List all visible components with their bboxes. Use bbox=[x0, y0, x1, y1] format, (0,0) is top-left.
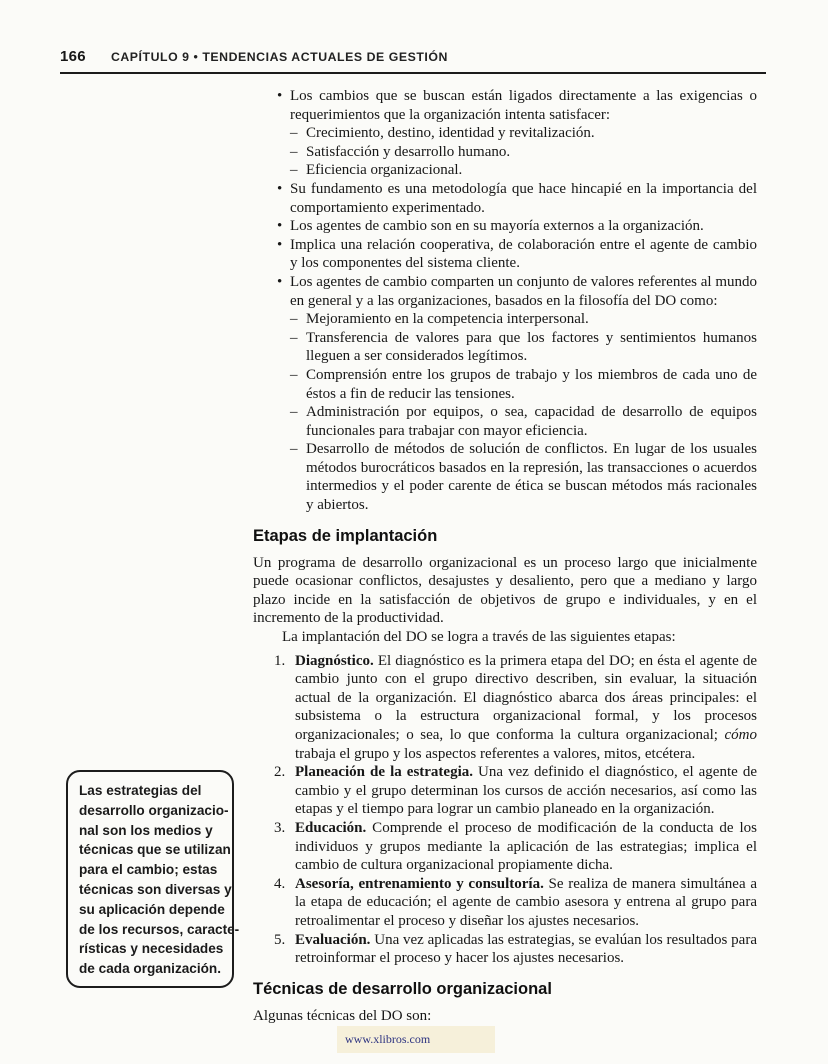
sub-bullet-item bbox=[290, 310, 757, 329]
footer-url: www.xlibros.com bbox=[345, 1032, 431, 1046]
stage-run: trabaja el grupo y los aspectos referentes a valores, mitos, etcétera. bbox=[295, 745, 696, 762]
sub-bullet-text: Administración por equipos, o sea, capacidad de desarrollo de equipos funcionales para trabajar con mayor eficiencia. bbox=[306, 404, 757, 439]
stage-lead-in: Educación. bbox=[295, 819, 367, 836]
bullet-text: Los agentes de cambio comparten un conjunto de valores referentes al mundo en general y a las organizaciones, basados en la filosofía del DO como: bbox=[290, 273, 757, 309]
bullet-marker: • bbox=[277, 236, 283, 253]
dash-marker: – bbox=[290, 329, 298, 346]
stage-run: cómo bbox=[724, 727, 757, 743]
stage-text bbox=[295, 932, 757, 967]
dash-marker: – bbox=[290, 441, 298, 458]
stage-number: 4. bbox=[274, 875, 286, 892]
dash-marker: – bbox=[290, 143, 298, 160]
sub-bullet-item bbox=[290, 329, 757, 366]
stage-text bbox=[295, 876, 757, 929]
stage-text bbox=[295, 820, 757, 873]
bullet-text: Implica una relación cooperativa, de colaboración entre el agente de cambio y los componentes del sistema cliente. bbox=[290, 236, 757, 272]
main-text-column bbox=[253, 87, 757, 1025]
sub-bullet-text: Mejoramiento en la competencia interpersonal. bbox=[306, 311, 589, 328]
margin-note-line: técnicas que se utilizan bbox=[79, 842, 231, 858]
bullet-item bbox=[253, 217, 757, 236]
margin-note-line: Las estrategias del bbox=[79, 783, 202, 798]
bullet-marker: • bbox=[277, 218, 283, 235]
paragraph-tecnicas-lead-in: Algunas técnicas del DO son: bbox=[253, 1007, 432, 1024]
stage-number: 5. bbox=[274, 931, 286, 948]
stage-item bbox=[253, 931, 757, 968]
dash-marker: – bbox=[290, 366, 298, 383]
margin-note-line: su aplicación depende bbox=[79, 901, 225, 917]
stage-run: El diagnóstico es la primera etapa del DO; en ésta el agente de cambio junto con el grupo directivo describen, sin evaluar, la situación actual de la organización. El diagnóstico abarca dos áreas principales: el subsistema o la estructura organizacional formal, y los procesos organizacionales; o sea, lo que conforma la cultura organizacional; bbox=[295, 652, 757, 743]
page-number: 166 bbox=[60, 48, 86, 65]
margin-note-line: para el cambio; estas bbox=[79, 862, 218, 878]
sub-bullet-item bbox=[290, 440, 757, 514]
margin-note-line: rísticas y necesidades bbox=[79, 941, 224, 957]
dash-marker: – bbox=[290, 404, 298, 421]
stage-item bbox=[253, 875, 757, 931]
page-header bbox=[60, 48, 766, 74]
bullet-text: Su fundamento es una metodología que hace hincapié en la importancia del comportamiento experimentado. bbox=[290, 180, 757, 216]
paragraph-etapas-intro: Un programa de desarrollo organizacional es un proceso largo que inicialmente puede ocasionar conflictos, desajustes y desaliento, pero que a mediano y largo plazo incide en la satisfacción de objetivos de grupo e individuales, y en el incremento de la productividad. bbox=[253, 554, 757, 627]
margin-note-line: nal son los medios y bbox=[79, 822, 213, 838]
section-heading-tecnicas: Técnicas de desarrollo organizacional bbox=[253, 979, 552, 998]
margin-note-line: de los recursos, caracte- bbox=[79, 921, 240, 937]
stage-text bbox=[295, 764, 757, 817]
section-heading-etapas: Etapas de implantación bbox=[253, 526, 438, 545]
bullet-item bbox=[253, 180, 757, 217]
bullet-item bbox=[253, 236, 757, 273]
dash-marker: – bbox=[290, 162, 298, 179]
stage-lead-in: Diagnóstico. bbox=[295, 652, 374, 669]
stage-item bbox=[253, 819, 757, 875]
sub-bullet-text: Satisfacción y desarrollo humano. bbox=[306, 143, 511, 160]
margin-note-box bbox=[66, 770, 240, 988]
margin-note-line: de cada organización. bbox=[79, 961, 222, 977]
bullet-marker: • bbox=[277, 273, 283, 290]
stage-number: 3. bbox=[274, 819, 286, 836]
bullet-marker: • bbox=[277, 88, 283, 104]
bullet-text: Los cambios que se buscan están ligados directamente a las exigencias o requerimientos que la organización intenta satisfacer: bbox=[290, 88, 757, 123]
chapter-title: CAPÍTULO 9 • TENDENCIAS ACTUALES DE GESTIÓN bbox=[110, 50, 448, 64]
bullet-text: Los agentes de cambio son en su mayoría externos a la organización. bbox=[290, 218, 704, 235]
sub-bullet-item bbox=[290, 124, 757, 143]
sub-bullet-item bbox=[290, 366, 757, 403]
sub-bullet-text: Desarrollo de métodos de solución de conflictos. En lugar de los usuales métodos burocráticos basados en la represión, las transacciones o acuerdos intermedios y el poder carente de ética se buscan métodos más racionales y abiertos. bbox=[306, 441, 757, 514]
sub-bullet-item bbox=[290, 143, 757, 162]
dash-marker: – bbox=[290, 311, 298, 328]
stage-run: Una vez definido el diagnóstico, el agente de cambio y el grupo determinan los cursos de acción necesarios, así como las etapas y el tiempo para lograr un cambio planeado en la organización. bbox=[295, 764, 757, 818]
sub-bullet-text: Eficiencia organizacional. bbox=[306, 162, 463, 179]
stage-item bbox=[253, 763, 757, 819]
stage-lead-in: Asesoría, entrenamiento y consultoría. bbox=[295, 875, 544, 892]
margin-note-line: desarrollo organizacio- bbox=[79, 802, 229, 818]
footer-watermark-strip bbox=[337, 1026, 495, 1053]
bullet-item bbox=[253, 273, 757, 515]
sub-bullet-item bbox=[290, 161, 757, 180]
stage-run: Se realiza de manera simultánea a la etapa de educación; el agente de cambio asesora y entrena al grupo para retroalimentar el proceso y diseñar los ajustes necesarios. bbox=[295, 875, 757, 929]
stage-number: 1. bbox=[274, 652, 286, 669]
paragraph-etapas-lead-in: La implantación del DO se logra a través de las siguientes etapas: bbox=[282, 629, 676, 646]
stage-number: 2. bbox=[274, 764, 286, 781]
stage-run: Comprende el proceso de modificación de la conducta de los individuos y grupos mediante la aplicación de las estrategias; implica el cambio de cultura organizacional propiamente dicha. bbox=[295, 819, 757, 874]
sub-bullet-text: Crecimiento, destino, identidad y revitalización. bbox=[306, 125, 595, 142]
sub-bullet-text: Transferencia de valores para que los factores y sentimientos humanos lleguen a ser considerados legítimos. bbox=[306, 329, 757, 365]
sub-bullet-item bbox=[290, 403, 757, 440]
stage-item bbox=[253, 652, 757, 764]
stage-run: Una vez aplicadas las estrategias, se evalúan los resultados para retroinformar el proceso y hacer los ajustes necesarios. bbox=[295, 931, 757, 967]
sub-bullet-text: Comprensión entre los grupos de trabajo y los miembros de cada uno de éstos a fin de reducir las tensiones. bbox=[306, 366, 757, 402]
bullet-list bbox=[253, 87, 757, 515]
margin-note-line: técnicas son diversas y bbox=[79, 881, 232, 897]
stage-lead-in: Planeación de la estrategia. bbox=[295, 764, 474, 781]
bullet-marker: • bbox=[277, 180, 283, 197]
dash-marker: – bbox=[290, 125, 298, 142]
stage-lead-in: Evaluación. bbox=[295, 931, 371, 948]
stages-numbered-list bbox=[253, 652, 757, 968]
bullet-item bbox=[253, 87, 757, 180]
stage-text bbox=[295, 653, 757, 762]
